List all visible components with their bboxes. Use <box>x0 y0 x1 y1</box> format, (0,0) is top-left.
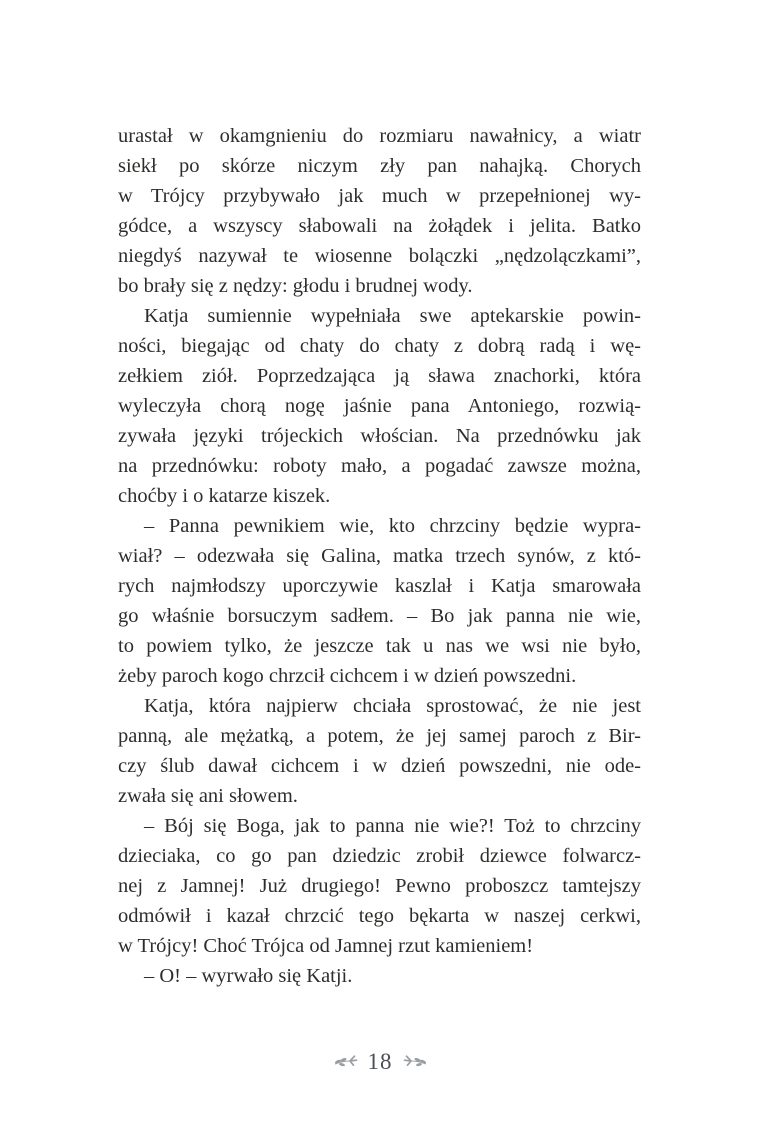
text-line: zywała języki trójeckich włościan. Na przednówku jak <box>118 425 641 447</box>
paragraph <box>118 691 641 811</box>
paragraph <box>118 961 641 991</box>
text-line: go właśnie borsuczym sadłem. – Bo jak panna nie wie, <box>118 605 641 627</box>
text-line: – O! – wyrwało się Katji. <box>144 965 353 987</box>
text-line: panną, ale mężatką, a potem, że jej samej paroch z Bir- <box>118 725 641 747</box>
text-line: zełkiem ziół. Poprzedzająca ją sława znachorki, która <box>118 365 641 387</box>
text-line: gódce, a wszyscy słabowali na żołądek i jelita. Batko <box>118 215 641 237</box>
floral-sprig-right-icon <box>402 1053 427 1069</box>
text-line: niegdyś nazywał te wiosenne bolączki „nędzolączkami”, <box>118 245 641 267</box>
text-line: urastał w okamgnieniu do rozmiaru nawałnicy, a wiatr <box>118 125 641 147</box>
text-line: to powiem tylko, że jeszcze tak u nas we wsi nie było, <box>118 635 641 657</box>
text-block <box>118 121 641 991</box>
floral-sprig-left-icon <box>334 1053 359 1069</box>
text-line: nej z Jamnej! Już drugiego! Pewno proboszcz tamtejszy <box>118 875 641 897</box>
text-line: siekł po skórze niczym zły pan nahajką. Chorych <box>118 155 641 177</box>
text-line: w Trójcy przybywało jak much w przepełnionej wy- <box>118 185 641 207</box>
text-line: rych najmłodszy uporczywie kaszlał i Katja smarowała <box>118 575 641 597</box>
text-line: na przednówku: roboty mało, a pogadać zawsze można, <box>118 455 641 477</box>
text-line: bo brały się z nędzy: głodu i brudnej wody. <box>118 275 473 297</box>
text-line: Katja sumiennie wypełniała swe aptekarskie powin- <box>144 305 641 327</box>
text-line: – Bój się Boga, jak to panna nie wie?! Toż to chrzciny <box>144 815 641 837</box>
paragraph <box>118 511 641 691</box>
text-line: wiał? – odezwała się Galina, matka trzech synów, z któ- <box>118 545 641 567</box>
page-number: 18 <box>367 1048 393 1074</box>
text-line: ności, biegając od chaty do chaty z dobrą radą i wę- <box>118 335 641 357</box>
text-line: odmówił i kazał chrzcić tego bękarta w naszej cerkwi, <box>118 905 641 927</box>
text-line: czy ślub dawał cichcem i w dzień powszedni, nie ode- <box>118 755 641 777</box>
text-line: w Trójcy! Choć Trójca od Jamnej rzut kamieniem! <box>118 935 534 957</box>
text-line: Katja, która najpierw chciała sprostować, że nie jest <box>144 695 641 717</box>
text-line: wyleczyła chorą nogę jaśnie pana Antoniego, rozwią- <box>118 395 641 417</box>
paragraph <box>118 301 641 511</box>
text-line: dzieciaka, co go pan dziedzic zrobił dziewce folwarcz- <box>118 845 641 867</box>
page-footer <box>0 1044 760 1078</box>
paragraph <box>118 811 641 961</box>
paragraph <box>118 121 641 301</box>
text-line: zwała się ani słowem. <box>118 785 298 807</box>
text-line: choćby i o katarze kiszek. <box>118 485 331 507</box>
text-line: żeby paroch kogo chrzcił cichcem i w dzień powszedni. <box>118 665 577 687</box>
text-line: – Panna pewnikiem wie, kto chrzciny będzie wypra- <box>144 515 641 537</box>
